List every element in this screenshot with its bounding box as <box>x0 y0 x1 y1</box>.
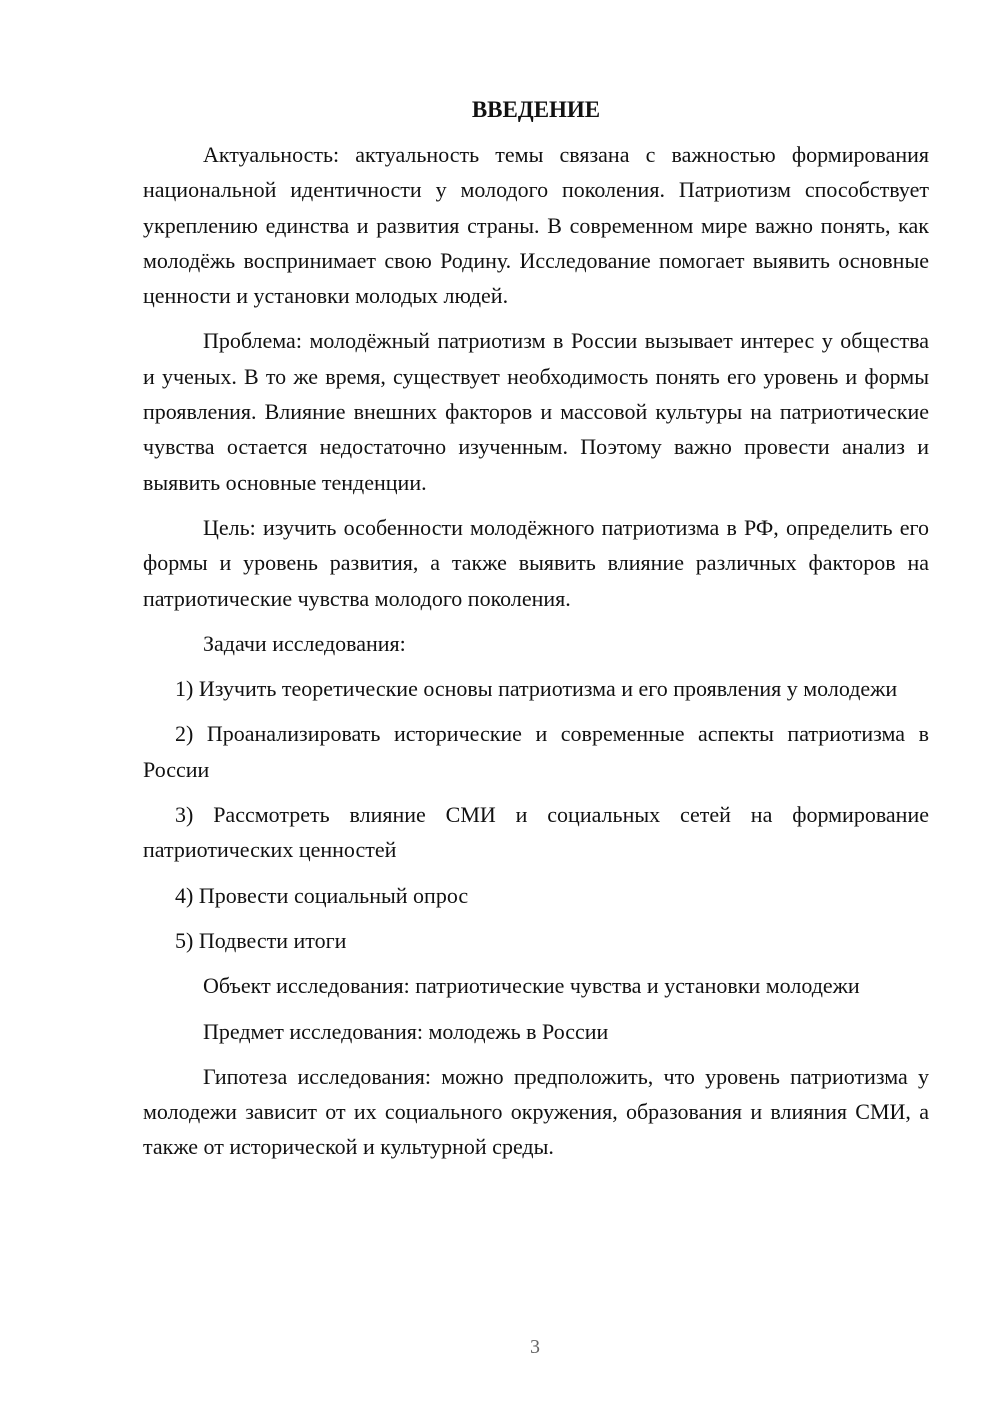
tasks-heading: Задачи исследования: <box>203 630 406 656</box>
object-paragraph: Объект исследования: патриотические чувства и установки молодежи <box>203 973 860 999</box>
page-title: ВВЕДЕНИЕ <box>471 97 601 122</box>
task-item-4: 4) Провести социальный опрос <box>175 882 469 908</box>
task-item-5: 5) Подвести итоги <box>175 927 347 953</box>
document-page <box>143 92 929 1175</box>
relevance-paragraph: Актуальность: актуальность темы связана с важностью формирования национальной идентичности у молодого поколения. Патриотизм способствует укреплению единства и развития страны. В современном мире важно понять, как молодёжь воспринимает свою Родину. Исследование помогает выявить основные ценности и установки молодых людей. <box>143 142 929 309</box>
problem-paragraph: Проблема: молодёжный патриотизм в России вызывает интерес у общества и ученых. В то же время, существует необходимость понять его уровень и формы проявления. Влияние внешних факторов и массовой культуры на патриотические чувства остается недостаточно изученным. Поэтому важно провести анализ и выявить основные тенденции. <box>143 328 929 495</box>
task-item-3: 3) Рассмотреть влияние СМИ и социальных сетей на формирование патриотических ценностей <box>143 802 929 863</box>
hypothesis-paragraph: Гипотеза исследования: можно предположить, что уровень патриотизма у молодежи зависит от их социального окружения, образования и влияния СМИ, а также от исторической и культурной среды. <box>143 1063 929 1160</box>
subject-paragraph: Предмет исследования: молодежь в России <box>203 1018 609 1044</box>
task-item-2: 2) Проанализировать исторические и современные аспекты патриотизма в России <box>143 721 929 782</box>
task-item-1: 1) Изучить теоретические основы патриотизма и его проявления у молодежи <box>175 676 898 702</box>
goal-paragraph: Цель: изучить особенности молодёжного патриотизма в РФ, определить его формы и уровень развития, а также выявить влияние различных факторов на патриотические чувства молодого поколения. <box>143 514 929 611</box>
page-number: 3 <box>530 1336 540 1358</box>
